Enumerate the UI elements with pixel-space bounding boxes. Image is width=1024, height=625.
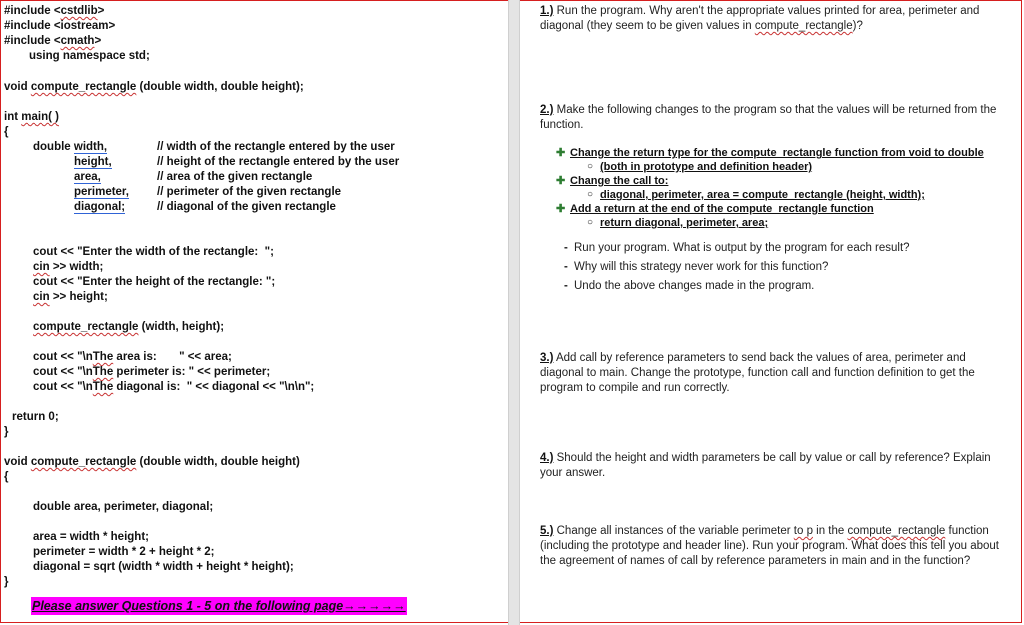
question-text: function (including the prototype and header line). Run your program. What does this tell you about the agreement of names of call by reference parameters in main and in the function? [540,525,999,567]
code-text: compute_rectangle [30,81,137,93]
list-item-text: Change the return type for the compute_rectangle function from void to double [570,147,984,159]
code-text: The [92,366,114,378]
question-text: compute_rectangle [847,525,946,537]
list-item [556,174,1012,188]
code-text: >> width; [49,261,104,273]
code-line-cin-width [33,260,103,275]
code-line-def-open: { [4,471,9,483]
question-number: 1.) [540,5,554,17]
code-text: void [4,81,31,93]
code-text: cin [33,261,50,273]
question-text: Make the following changes to the program so that the values will be returned from the function. [540,104,997,131]
code-text: main( ) [21,111,59,123]
code-line-call [33,320,224,335]
code-line-include-cmath [4,34,101,49]
list-item-text: Why will this strategy never work for this function? [574,261,829,273]
arrow-bullet-icon: ✚ [556,147,566,159]
list-item-text: (both in prototype and definition header) [600,161,813,173]
code-text: diagonal; [74,201,126,213]
list-item-text: diagonal, perimeter, area = compute_rectangle (height, width); [600,189,925,201]
code-line-decl-width [33,140,107,155]
code-text: diagonal is: " << diagonal << "\n\n"; [113,381,315,393]
code-line-decl-area [74,170,101,185]
circle-bullet-icon: ○ [587,161,594,172]
code-text: #include < [4,35,61,47]
dash-bullet-icon: - [564,280,568,292]
code-line-out-area [33,350,232,365]
arrow-bullet-icon: ✚ [556,203,566,215]
comment-diagonal: // diagonal of the given rectangle [157,201,336,213]
code-text: The [92,381,114,393]
code-text: compute_rectangle [30,456,137,468]
question-number: 2.) [540,104,554,116]
code-text: int [4,111,22,123]
code-line-decl-perimeter [74,185,129,200]
code-text: > [97,5,105,17]
question-text: )? [852,20,863,32]
list-item-text: Undo the above changes made in the program. [574,280,815,292]
code-line-return: return 0; [12,411,59,423]
list-item [562,160,1012,174]
code-line-main [4,110,59,125]
code-text: height, [74,156,112,168]
circle-bullet-icon: ○ [587,217,594,228]
code-text: cmath [60,35,95,47]
code-text: >> height; [49,291,108,303]
question-5 [540,524,1010,569]
question-2-steps [556,146,1012,230]
question-1 [540,4,1010,34]
code-line-def-area: area = width * height; [33,531,149,543]
code-line-def-close: } [4,576,9,588]
circle-bullet-icon: ○ [587,189,594,200]
code-line-def-perimeter: perimeter = width * 2 + height * 2; [33,546,215,558]
comment-area: // area of the given rectangle [157,171,313,183]
code-text: cout << "\n [33,351,93,363]
question-text: in the [812,525,848,537]
arrow-bullet-icon: ✚ [556,175,566,187]
comment-height: // height of the rectangle entered by the user [157,156,400,168]
code-text: #include < [4,5,61,17]
question-text: compute_rectangle [754,20,853,32]
list-item-text: Add a return at the end of the compute_rectangle function [570,203,874,215]
code-text: perimeter is: " << perimeter; [113,366,271,378]
code-text: width, [73,141,108,153]
dash-bullet-icon: - [564,261,568,273]
question-text: Change all instances of the variable perimeter [553,525,794,537]
question-number: 4.) [540,452,554,464]
list-item [556,146,1012,160]
question-text: Run the program. Why aren't the appropriate values printed for area, perimeter and diagonal (they seem to be given values in [540,5,980,32]
code-text: compute_rectangle [33,321,139,333]
code-text: area, [74,171,101,183]
code-text: cout << "\n [33,381,93,393]
code-line-prototype [4,80,304,95]
dash-bullet-icon: - [564,242,568,254]
question-text: Add call by reference parameters to send back the values of area, perimeter and diagonal to main. Change the prototype, function call and function definition to get the program to compile and run correctly. [540,352,975,394]
question-number: 5.) [540,525,554,537]
footer-instruction: Please answer Questions 1 - 5 on the following page→→→→→ [32,599,406,613]
code-text: (width, height); [138,321,225,333]
question-number: 3.) [540,352,554,364]
code-text: perimeter, [74,186,129,198]
code-text: The [92,351,114,363]
column-divider [508,0,520,625]
list-item-text: Run your program. What is output by the program for each result? [574,242,910,254]
code-line-include-iostream: #include <iostream> [4,20,116,32]
code-line-brace-close: } [4,426,9,438]
code-line-include-cstdlib [4,4,104,19]
code-line-cout-height: cout << "Enter the height of the rectangle: "; [33,276,276,288]
code-text: double [33,141,74,153]
list-item [556,202,1012,216]
question-3 [540,351,1010,396]
list-item-text: Change the call to: [570,175,669,187]
question-text: Should the height and width parameters be call by value or call by reference? Explain your answer. [540,452,991,479]
code-text: (double width, double height); [136,81,304,93]
code-text: area is: " << area; [113,351,232,363]
code-text: cin [33,291,50,303]
code-text: (double width, double height) [136,456,300,468]
code-line-decl-diagonal [74,200,125,215]
code-line-cin-height [33,290,108,305]
question-text: to p [793,525,813,537]
comment-perimeter: // perimeter of the given rectangle [157,186,342,198]
code-line-out-diagonal [33,380,314,395]
code-line-decl-height [74,155,112,170]
list-item [562,188,1012,202]
code-line-cout-width: cout << "Enter the width of the rectangle: "; [33,246,274,258]
code-text: cstdlib [60,5,98,17]
code-text: cout << "\n [33,366,93,378]
code-text: > [94,35,102,47]
list-item [562,216,1012,230]
code-line-def-decl: double area, perimeter, diagonal; [33,501,214,513]
code-line-definition [4,455,300,470]
comment-width: // width of the rectangle entered by the user [157,141,395,153]
code-line-brace-open: { [4,126,9,138]
code-text: void [4,456,31,468]
code-line-def-diagonal: diagonal = sqrt (width * width + height * height); [33,561,294,573]
question-4 [540,451,1010,481]
code-line-using: using namespace std; [29,50,150,62]
code-line-out-perimeter [33,365,270,380]
list-item-text: return diagonal, perimeter, area; [600,217,769,229]
question-2 [540,103,1010,133]
